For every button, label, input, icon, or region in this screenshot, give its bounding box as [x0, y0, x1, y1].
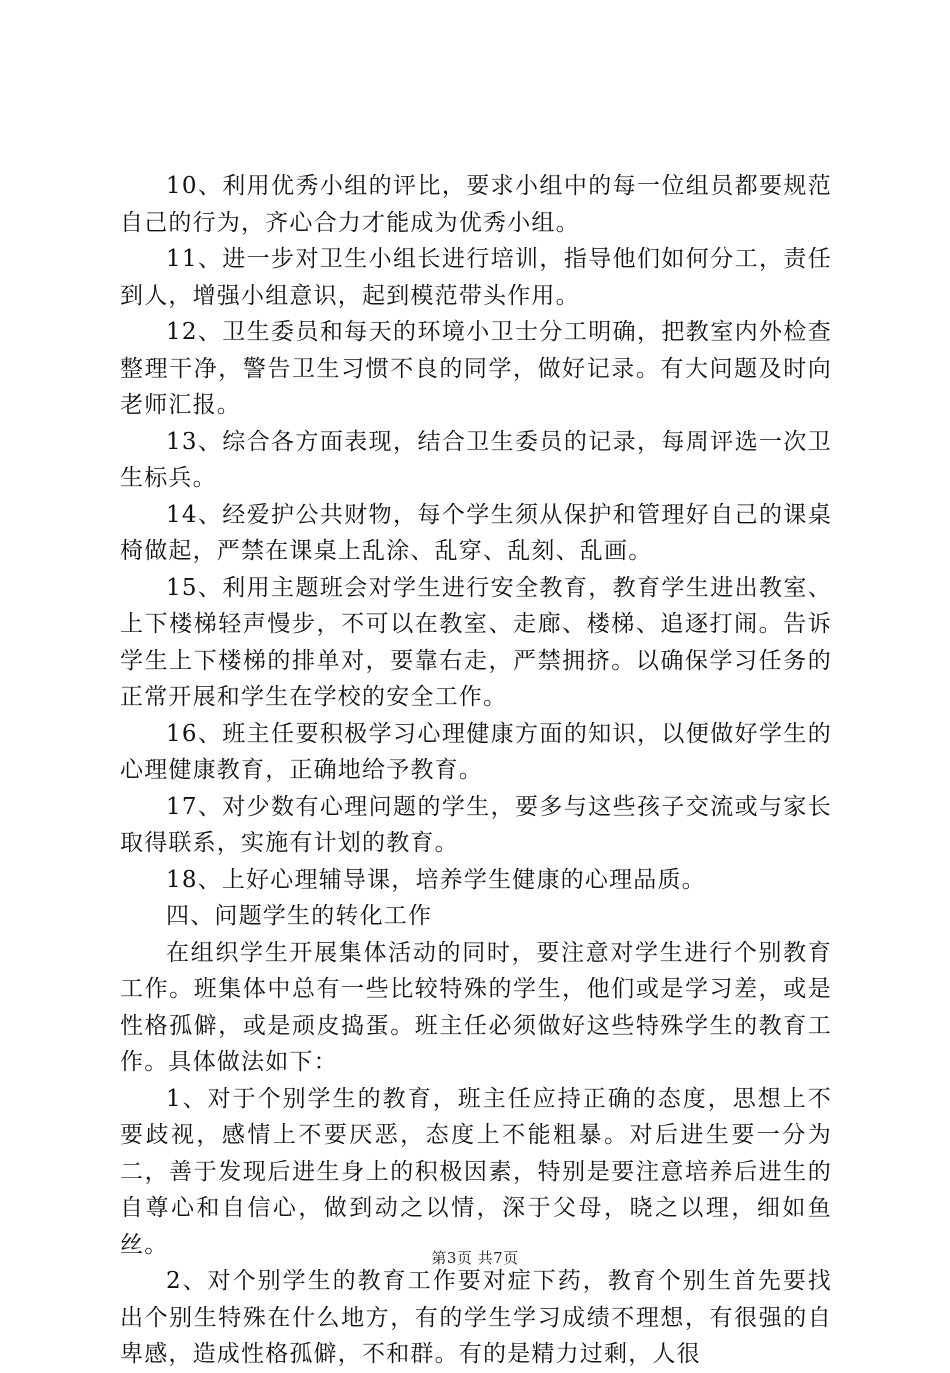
paragraph-item-1: 1、对于个别学生的教育，班主任应持正确的态度，思想上不要歧视，感情上不要厌恶，态度上不能粗暴。对后进生要一分为二，善于发现后进生身上的积极因素，特别是要注意培养后进生的自尊心和自信心，做到动之以情，深于父母，晓之以理，细如鱼丝。	[120, 1085, 832, 1258]
section-intro-paragraph: 在组织学生开展集体活动的同时，要注意对学生进行个别教育工作。班集体中总有一些比较特殊的学生，他们或是学习差，或是性格孤僻，或是顽皮捣蛋。班主任必须做好这些特殊学生的教育工作。具体做法如下：	[120, 939, 832, 1075]
paragraph-item-2: 2、对个别学生的教育工作要对症下药，教育个别生首先要找出个别生特殊在什么地方，有的学生学习成绩不理想，有很强的自卑感，造成性格孤僻，不和群。有的是精力过剩，人很	[120, 1268, 832, 1367]
paragraph-18: 18、上好心理辅导课，培养学生健康的心理品质。	[166, 866, 706, 893]
document-body	[120, 168, 832, 1373]
paragraph-16: 16、班主任要积极学习心理健康方面的知识，以便做好学生的心理健康教育，正确地给予教育。	[120, 720, 832, 783]
paragraph-17: 17、对少数有心理问题的学生，要多与这些孩子交流或与家长取得联系，实施有计划的教育。	[120, 793, 832, 856]
paragraph-13: 13、综合各方面表现，结合卫生委员的记录，每周评选一次卫生标兵。	[120, 428, 832, 491]
page-number-footer: 第3页 共7页	[431, 1249, 519, 1267]
paragraph-10: 10、利用优秀小组的评比，要求小组中的每一位组员都要规范自己的行为，齐心合力才能成为优秀小组。	[120, 173, 832, 236]
paragraph-12: 12、卫生委员和每天的环境小卫士分工明确，把教室内外检查整理干净，警告卫生习惯不良的同学，做好记录。有大问题及时向老师汇报。	[120, 319, 832, 418]
paragraph-11: 11、进一步对卫生小组长进行培训，指导他们如何分工，责任到人，增强小组意识，起到模范带头作用。	[120, 246, 832, 309]
paragraph-15: 15、利用主题班会对学生进行安全教育，教育学生进出教室、上下楼梯轻声慢步，不可以在教室、走廊、楼梯、追逐打闹。告诉学生上下楼梯的排单对，要靠右走，严禁拥挤。以确保学习任务的正常开展和学生在学校的安全工作。	[120, 574, 832, 710]
section-heading: 四、问题学生的转化工作	[166, 903, 433, 929]
paragraph-14: 14、经爱护公共财物，每个学生须从保护和管理好自己的课桌椅做起，严禁在课桌上乱涂、乱穿、乱刻、乱画。	[120, 501, 832, 564]
